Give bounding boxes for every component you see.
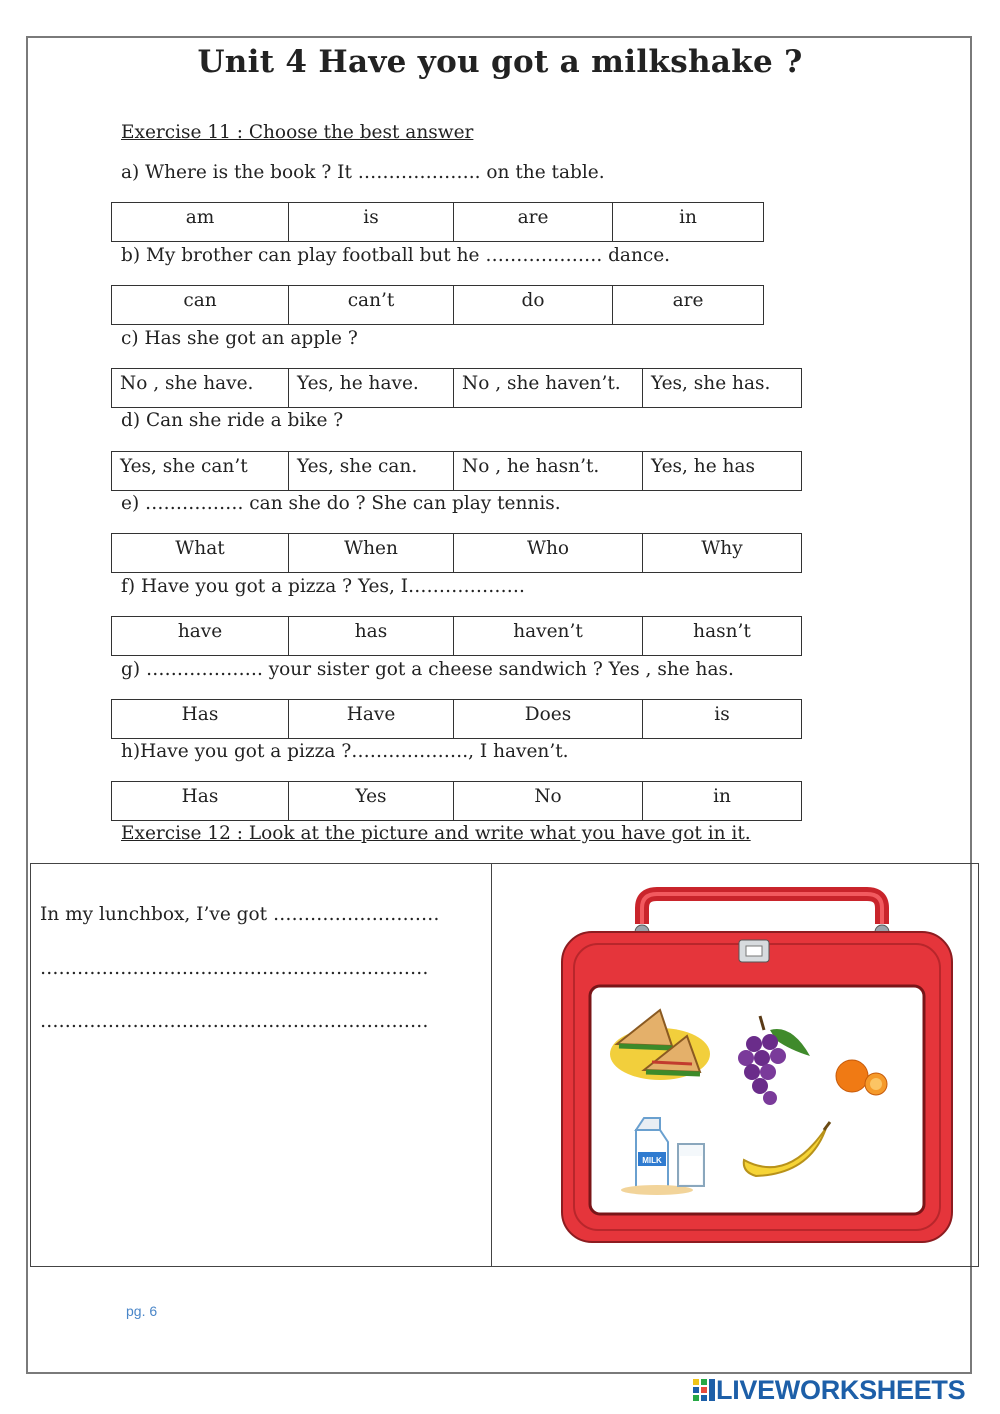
picture-box xyxy=(491,863,979,1267)
option-d-2[interactable]: Yes, she can. xyxy=(289,452,454,491)
brand-name: LIVEWORKSHEETS xyxy=(716,1374,966,1405)
option-f-4[interactable]: hasn’t xyxy=(643,617,802,656)
option-g-1[interactable]: Has xyxy=(112,700,289,739)
answer-box xyxy=(30,863,492,1267)
option-c-1[interactable]: No , she have. xyxy=(112,369,289,408)
option-a-3[interactable]: are xyxy=(454,203,613,242)
option-a-1[interactable]: am xyxy=(112,203,289,242)
options-c xyxy=(111,368,802,408)
option-d-1[interactable]: Yes, she can’t xyxy=(112,452,289,491)
question-d: d) Can she ride a bike ? xyxy=(121,410,344,431)
lunchbox-picture xyxy=(492,864,978,1266)
option-e-3[interactable]: Who xyxy=(454,534,643,573)
liveworksheets-logo-icon xyxy=(692,1377,716,1403)
answer-line-2[interactable]: ……………………………………………………… xyxy=(40,958,429,979)
options-f xyxy=(111,616,802,656)
option-a-4[interactable]: in xyxy=(613,203,764,242)
options-a xyxy=(111,202,764,242)
liveworksheets-logo[interactable] xyxy=(692,1375,965,1405)
option-g-4[interactable]: is xyxy=(643,700,802,739)
option-h-3[interactable]: No xyxy=(454,782,643,821)
milk-label: MILK xyxy=(642,1156,662,1165)
exercise-12-heading: Exercise 12 : Look at the picture and write what you have got in it. xyxy=(121,823,751,844)
option-e-1[interactable]: What xyxy=(112,534,289,573)
option-h-1[interactable]: Has xyxy=(112,782,289,821)
options-g xyxy=(111,699,802,739)
option-h-2[interactable]: Yes xyxy=(289,782,454,821)
options-e xyxy=(111,533,802,573)
answer-line-3[interactable]: ……………………………………………………… xyxy=(40,1011,429,1032)
options-b xyxy=(111,285,764,325)
option-b-4[interactable]: are xyxy=(613,286,764,325)
option-c-2[interactable]: Yes, he have. xyxy=(289,369,454,408)
option-e-2[interactable]: When xyxy=(289,534,454,573)
option-a-2[interactable]: is xyxy=(289,203,454,242)
option-d-4[interactable]: Yes, he has xyxy=(643,452,802,491)
option-h-4[interactable]: in xyxy=(643,782,802,821)
answer-line-1[interactable]: In my lunchbox, I’ve got ……………………… xyxy=(40,904,440,925)
option-f-1[interactable]: have xyxy=(112,617,289,656)
question-c: c) Has she got an apple ? xyxy=(121,328,358,349)
option-e-4[interactable]: Why xyxy=(643,534,802,573)
option-b-2[interactable]: can’t xyxy=(289,286,454,325)
question-g: g) ………………. your sister got a cheese sandwich ? Yes , she has. xyxy=(121,659,734,680)
question-e: e) ……………. can she do ? She can play tennis. xyxy=(121,493,561,514)
option-g-3[interactable]: Does xyxy=(454,700,643,739)
option-c-3[interactable]: No , she haven’t. xyxy=(454,369,643,408)
page-title: Unit 4 Have you got a milkshake ? xyxy=(197,44,803,80)
question-f: f) Have you got a pizza ? Yes, I………………. xyxy=(121,576,525,597)
question-h: h)Have you got a pizza ?………………., I haven’t. xyxy=(121,741,569,762)
option-d-3[interactable]: No , he hasn’t. xyxy=(454,452,643,491)
options-h xyxy=(111,781,802,821)
options-d xyxy=(111,451,802,491)
option-c-4[interactable]: Yes, she has. xyxy=(643,369,802,408)
page-number: pg. 6 xyxy=(126,1303,158,1319)
option-f-3[interactable]: haven’t xyxy=(454,617,643,656)
option-f-2[interactable]: has xyxy=(289,617,454,656)
question-a: a) Where is the book ? It ……………….. on the table. xyxy=(121,162,605,183)
option-g-2[interactable]: Have xyxy=(289,700,454,739)
question-b: b) My brother can play football but he ………………. dance. xyxy=(121,245,671,266)
option-b-3[interactable]: do xyxy=(454,286,613,325)
option-b-1[interactable]: can xyxy=(112,286,289,325)
exercise-11-heading: Exercise 11 : Choose the best answer xyxy=(121,122,474,143)
